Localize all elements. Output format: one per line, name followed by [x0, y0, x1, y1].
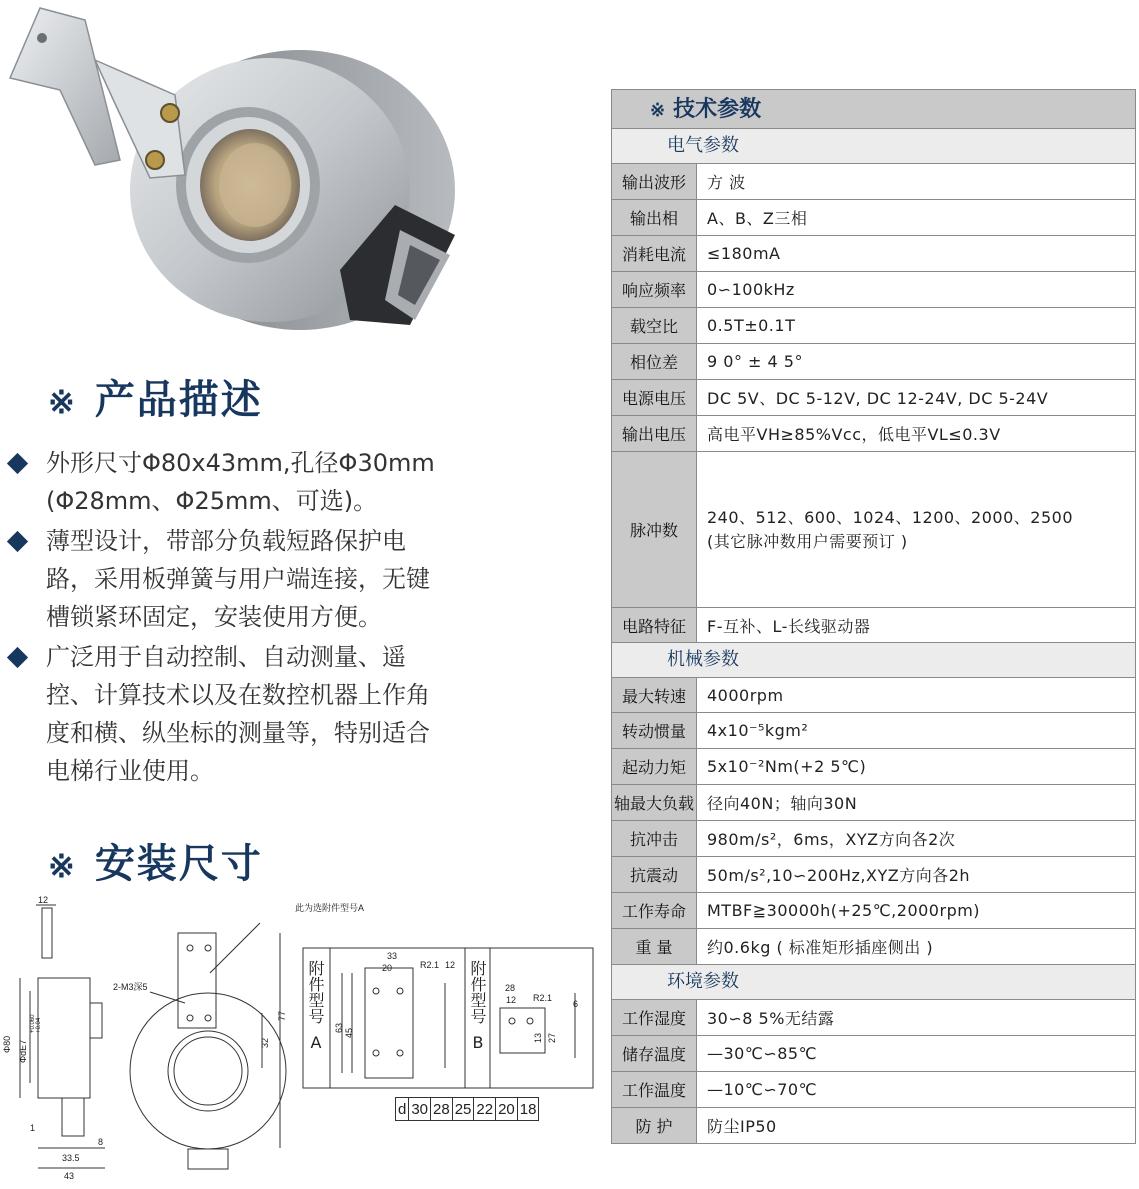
spec-row: 消耗电流 ≤180mA [612, 236, 1135, 272]
accessory-b-plate [500, 1008, 545, 1053]
reference-mark: ※ [48, 383, 77, 421]
table-cell: 22 [474, 1098, 496, 1121]
dim-label: 12 [506, 995, 517, 1005]
table-cell: 30 [409, 1098, 431, 1121]
spec-row: 相位差 9 0° ± 4 5° [612, 344, 1135, 380]
tech-spec-table [611, 89, 1136, 1144]
spec-row: 响应频率 0∽100kHz [612, 272, 1135, 308]
dim-label: 45 [344, 1027, 354, 1038]
spec-row: 起动力矩 5x10⁻²Nm(+2 5℃) [612, 749, 1135, 785]
side-view-connector [62, 1098, 84, 1136]
front-view-bracket [178, 933, 216, 1028]
spec-row: 抗冲击 980m/s²，6ms，XYZ方向各2次 [612, 821, 1135, 857]
dim-label: 1 [30, 1123, 36, 1133]
accessory-a-plate [365, 968, 413, 1078]
installation-drawing [0, 893, 600, 1189]
dim-label: 20 [382, 963, 393, 973]
dim-label: 12 [38, 895, 49, 905]
dim-label: 13 [533, 1032, 543, 1043]
dim-label: 32 [260, 1037, 270, 1048]
diamond-bullet-icon [7, 453, 28, 474]
accessory-b-label: 附件型号 B [468, 960, 487, 1052]
dim-label: 6 [573, 999, 579, 1009]
feature-list [8, 444, 453, 792]
dim-label: +0.04 [36, 1017, 42, 1033]
spec-row: 轴最大负载 径向40N；轴向30N [612, 785, 1135, 821]
spec-row: 储存温度 —30℃∽85℃ [612, 1036, 1135, 1072]
dim-label: 8 [98, 1137, 104, 1147]
dim-label: Φ80 [2, 1035, 12, 1053]
side-view-body [38, 978, 90, 1098]
section-environment: 环境参数 [612, 965, 1135, 1000]
section-mechanical: 机械参数 [612, 643, 1135, 678]
spec-row: 最大转速 4000rpm [612, 678, 1135, 713]
spec-row: 防 护 防尘IP50 [612, 1108, 1135, 1143]
bore-diameter-table [395, 1097, 539, 1121]
table-cell: 28 [431, 1098, 453, 1121]
accessory-note: 此为选附件型号A [295, 903, 365, 913]
dim-label: 33.5 [62, 1153, 80, 1163]
dim-label: +0.060 [30, 1014, 36, 1033]
product-description-title: 产品描述 [94, 376, 263, 423]
spec-table-title: ※ 技术参数 [612, 90, 1135, 129]
dim-label: ΦdE7 [18, 1039, 28, 1063]
list-item: 广泛用于自动控制、自动测量、遥控、计算技术以及在数控机器上作角度和横、纵坐标的测量等，特别适合电梯行业使用。 [8, 638, 453, 790]
hole-label: 2-M3深5 [113, 982, 148, 992]
encoder-product-image [0, 0, 480, 360]
front-view-outer-circle [130, 993, 286, 1149]
section-electrical: 电气参数 [612, 129, 1135, 164]
spec-row: 转动惯量 4x10⁻⁵kgm² [612, 713, 1135, 749]
dim-label: 28 [505, 983, 516, 993]
side-view-bracket [42, 908, 52, 958]
product-description-heading [48, 368, 263, 425]
spec-row: 重 量 约0.6kg ( 标准矩形插座侧出 ) [612, 929, 1135, 965]
dim-label: 43 [64, 1171, 75, 1181]
dim-label: R2.1 [420, 960, 440, 970]
diamond-bullet-icon [7, 647, 28, 668]
table-cell: 25 [452, 1098, 474, 1121]
reference-mark: ※ [48, 847, 77, 885]
list-item: 薄型设计，带部分负载短路保护电路，采用板弹簧与用户端连接，无键槽锁紧环固定，安装使用方便。 [8, 522, 453, 636]
dim-label: 27 [547, 1032, 557, 1043]
spec-row: 载空比 0.5T±0.1T [612, 308, 1135, 344]
spec-row-pulse: 脉冲数 240、512、600、1024、1200、2000、2500 (其它脉冲数用户需要预订 ) [612, 452, 1135, 608]
table-cell: d [396, 1098, 409, 1121]
spec-row: 输出波形 方 波 [612, 164, 1135, 200]
dim-label: 63 [334, 1022, 344, 1033]
spec-row: 工作湿度 30∽8 5%无结露 [612, 1000, 1135, 1036]
installation-title: 安装尺寸 [94, 840, 263, 887]
dim-label: R2.1 [533, 993, 553, 1003]
dim-label: 77 [277, 1010, 287, 1021]
front-view-bore [168, 1031, 248, 1111]
spec-row: 工作温度 —10℃∽70℃ [612, 1072, 1135, 1108]
list-item: 外形尺寸Φ80x43mm,孔径Φ30mm (Φ28mm、Φ25mm、可选)。 [8, 444, 453, 520]
table-cell: 20 [496, 1098, 518, 1121]
accessory-a-label: 附件型号 A [306, 960, 325, 1052]
dim-label: 33 [387, 951, 398, 961]
installation-heading [48, 832, 263, 889]
spec-row: 抗震动 50m/s²,10∽200Hz,XYZ方向各2h [612, 857, 1135, 893]
spec-row: 电源电压 DC 5V、DC 5-12V, DC 12-24V, DC 5-24V [612, 380, 1135, 416]
dim-label: 12 [445, 960, 456, 970]
table-cell: 18 [517, 1098, 539, 1121]
spec-row: 输出电压 高电平VH≥85%Vcc，低电平VL≤0.3V [612, 416, 1135, 452]
spec-row: 电路特征 F-互补、L-长线驱动器 [612, 608, 1135, 643]
spec-row: 输出相 A、B、Z三相 [612, 200, 1135, 236]
diamond-bullet-icon [7, 531, 28, 552]
spec-row: 工作寿命 MTBF≧30000h(+25℃,2000rpm) [612, 893, 1135, 929]
